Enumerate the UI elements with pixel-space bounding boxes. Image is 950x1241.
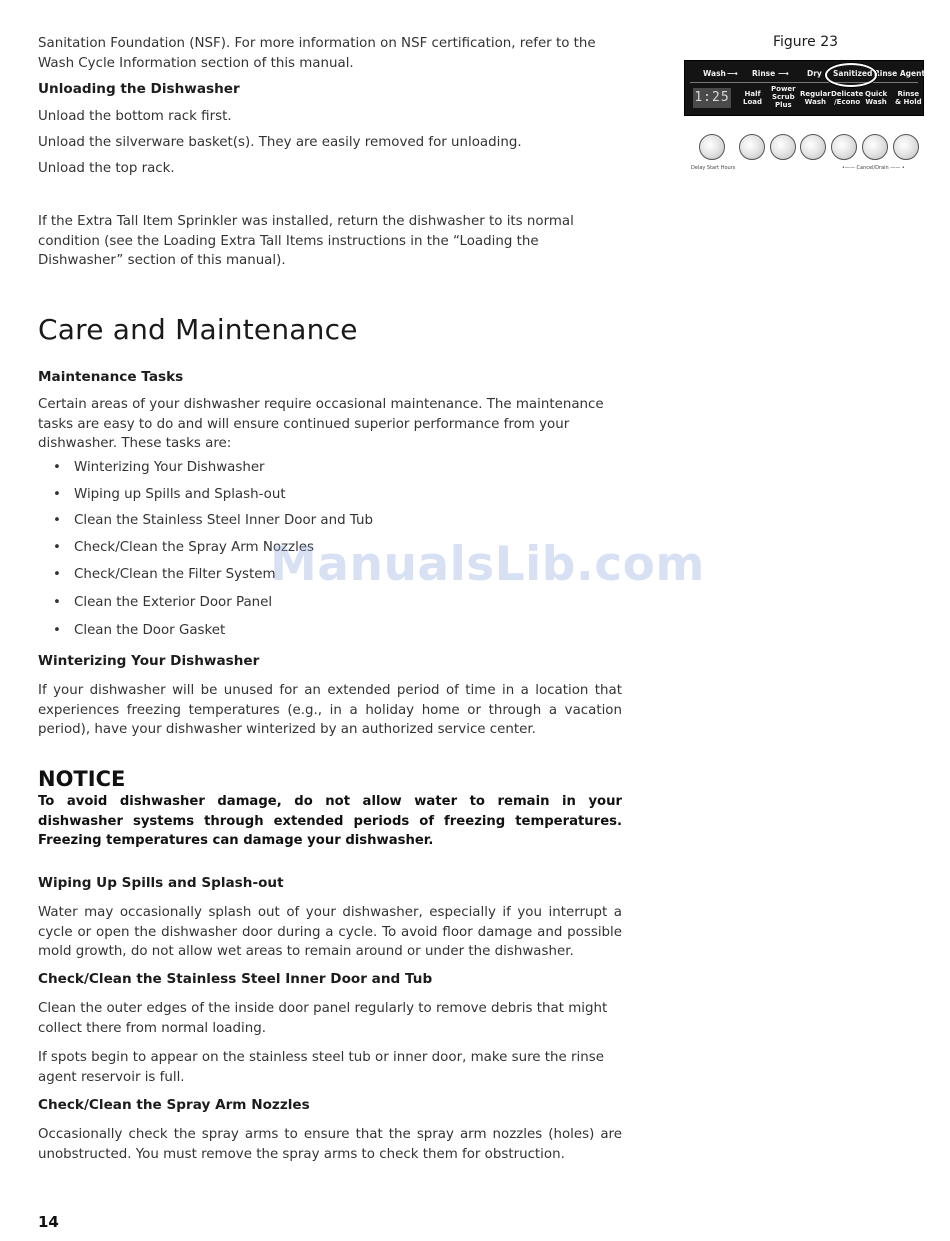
delay-start-label: Delay Start Hours: [691, 165, 736, 171]
inner-door-heading: Check/Clean the Stainless Steel Inner Door and Tub: [38, 971, 433, 987]
nozzles-heading: Check/Clean the Spray Arm Nozzles: [38, 1097, 310, 1113]
half-load-button: [739, 134, 765, 160]
section-title: Care and Maintenance: [38, 313, 358, 346]
sprinkler-paragraph: If the Extra Tall Item Sprinkler was installed, return the dishwasher to its normal condition (see the Loading Extra Tall Items instructions in the “Loading the Dishwasher” section of this manual).: [38, 214, 574, 268]
label-line: Load: [743, 98, 763, 106]
delicate-button: [831, 134, 857, 160]
time-display: 1:25: [693, 88, 731, 108]
quick-wash-label: [865, 90, 887, 106]
label-line: Plus: [774, 101, 792, 109]
maintenance-tasks-heading: Maintenance Tasks: [38, 369, 184, 385]
spills-heading: Wiping Up Spills and Splash-out: [38, 875, 284, 891]
winterizing-paragraph: If your dishwasher will be unused for an extended period of time in a location that experiences freezing temperatures (e.g., in a holiday home or through a vacation period), have your dishwasher winterized by an authorized service center.: [38, 683, 622, 737]
sanitized-highlight-oval: [825, 63, 877, 87]
control-panel-figure: [684, 60, 924, 116]
panel-divider: [690, 82, 918, 83]
list-item-label: Winterizing Your Dishwasher: [74, 460, 265, 475]
winterizing-heading: Winterizing Your Dishwasher: [38, 653, 260, 669]
notice-text: To avoid dishwasher damage, do not allow water to remain in your dishwasher systems through extended periods of freezing temperatures. Freezing temperatures can damage your dishwasher.: [38, 794, 622, 848]
rinse-indicator: Rinse: [752, 69, 776, 78]
cancel-drain-label: •—— Cancel/Drain —— •: [842, 165, 905, 171]
label-line: & Hold: [895, 98, 922, 106]
notice-title: NOTICE: [38, 767, 126, 791]
label-line: Regular: [800, 90, 831, 98]
arrow-icon: ⟶: [727, 69, 738, 78]
list-item-label: Clean the Door Gasket: [74, 623, 226, 638]
unload-step-1: Unload the bottom rack first.: [38, 109, 232, 124]
list-item-label: Check/Clean the Spray Arm Nozzles: [74, 540, 315, 555]
label-line: Wash: [865, 98, 887, 106]
half-load-label: [743, 90, 762, 106]
rinse-agent-indicator: Rinse Agent: [874, 69, 926, 78]
intro-paragraph: Sanitation Foundation (NSF). For more information on NSF certification, refer to the Wash Cycle Information section of this manual.: [38, 36, 596, 71]
list-item-label: Clean the Exterior Door Panel: [74, 595, 273, 610]
unloading-heading: Unloading the Dishwasher: [38, 81, 240, 97]
regular-wash-button: [800, 134, 826, 160]
spills-paragraph: Water may occasionally splash out of your dishwasher, especially if you interrupt a cycle or open the dishwasher door during a cycle. To avoid floor damage and possible mold growth, do not allow wet areas to remain around or under the dishwasher.: [38, 905, 622, 959]
bullet-icon: •: [53, 567, 61, 582]
power-scrub-label: [771, 85, 796, 109]
dry-indicator: Dry: [807, 69, 822, 78]
power-scrub-button: [770, 134, 796, 160]
rinse-hold-label: [895, 90, 922, 106]
label-line: /Econo: [834, 98, 861, 106]
page-number: 14: [38, 1213, 59, 1231]
unload-step-2: Unload the silverware basket(s). They are easily removed for unloading.: [38, 135, 522, 150]
bullet-icon: •: [53, 623, 61, 638]
sanitized-indicator: Sanitized: [833, 69, 873, 78]
inner-door-paragraph-1: Clean the outer edges of the inside door panel regularly to remove debris that might collect there from normal loading.: [38, 1001, 608, 1036]
label-line: Power: [771, 85, 796, 93]
bullet-icon: •: [53, 513, 61, 528]
regular-wash-label: [800, 90, 831, 106]
label-line: Delicate: [831, 90, 864, 98]
bullet-icon: •: [53, 595, 61, 610]
bullet-icon: •: [53, 540, 61, 555]
list-item-label: Wiping up Spills and Splash-out: [74, 487, 286, 502]
label-line: Wash: [804, 98, 827, 106]
maintenance-intro: Certain areas of your dishwasher require occasional maintenance. The maintenance tasks are easy to do and will ensure continued superior performance from your dishwasher. These tasks are:: [38, 397, 604, 451]
figure-title: Figure 23: [773, 34, 839, 50]
list-item-label: Clean the Stainless Steel Inner Door and Tub: [74, 513, 373, 528]
bullet-icon: •: [53, 460, 61, 475]
list-item-label: Check/Clean the Filter System: [74, 567, 276, 582]
wash-indicator: Wash: [703, 69, 726, 78]
label-line: Rinse: [897, 90, 920, 98]
delicate-econo-label: [831, 90, 863, 106]
watermark-logo: ManualsLib.com: [270, 537, 705, 592]
label-line: Quick: [865, 90, 888, 98]
arrow-icon: ⟶: [778, 69, 789, 78]
inner-door-paragraph-2: If spots begin to appear on the stainless steel tub or inner door, make sure the rinse agent reservoir is full.: [38, 1050, 604, 1085]
bullet-icon: •: [53, 487, 61, 502]
nozzles-paragraph: Occasionally check the spray arms to ensure that the spray arm nozzles (holes) are unobstructed. You must remove the spray arms to check them for obstruction.: [38, 1127, 622, 1162]
label-line: Half: [744, 90, 761, 98]
quick-wash-button: [862, 134, 888, 160]
delay-start-button: [699, 134, 725, 160]
label-line: Scrub: [771, 93, 795, 101]
rinse-hold-button: [893, 134, 919, 160]
cycle-status-bar: [685, 61, 926, 83]
unload-step-3: Unload the top rack.: [38, 161, 175, 176]
